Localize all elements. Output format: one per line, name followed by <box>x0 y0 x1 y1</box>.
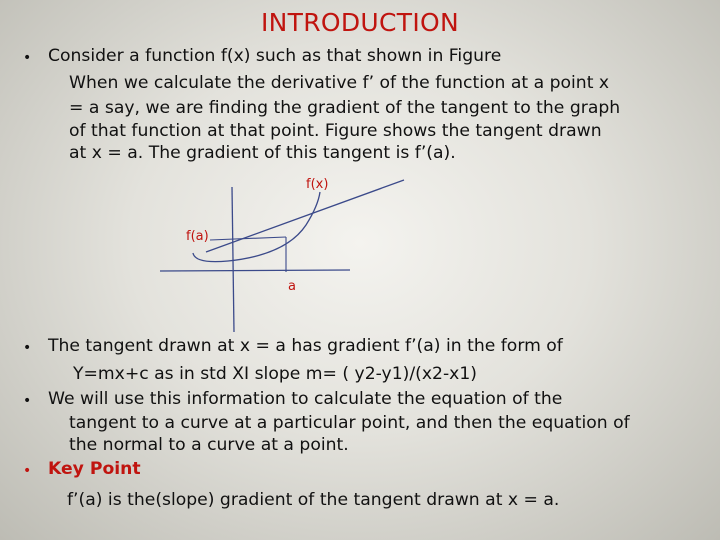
bullet-dot: • <box>23 50 32 66</box>
bullet-line: When we calculate the derivative f’ of the function at a point x <box>69 73 610 93</box>
fa-guide-line <box>210 237 286 240</box>
bullet-line: We will use this information to calculate the equation of the <box>48 389 563 409</box>
key-point-heading: Key Point <box>48 459 141 479</box>
fa-label: f(a) <box>186 229 209 244</box>
a-label: a <box>288 279 296 294</box>
bullet-line: of that function at that point. Figure shows the tangent drawn <box>69 121 602 141</box>
bullet-line: Consider a function f(x) such as that shown in Figure <box>48 46 502 66</box>
bullet-line: Y=mx+c as in std XI slope m= ( y2-y1)/(x2-x1) <box>73 364 477 384</box>
tangent-line <box>206 180 404 252</box>
bullet-dot: • <box>23 393 32 409</box>
x-axis <box>160 270 350 271</box>
slide-title: INTRODUCTION <box>260 8 460 37</box>
bullet-line: = a say, we are finding the gradient of the tangent to the graph <box>69 98 621 118</box>
bullet-line: the normal to a curve at a point. <box>69 435 349 455</box>
bullet-line: tangent to a curve at a particular point, and then the equation of <box>69 413 630 433</box>
bullet-line: f’(a) is the(slope) gradient of the tangent drawn at x = a. <box>67 490 560 510</box>
y-axis <box>232 187 234 332</box>
curve-fx <box>193 192 320 262</box>
bullet-dot: • <box>23 463 32 479</box>
bullet-line: The tangent drawn at x = a has gradient f’(a) in the form of <box>48 336 563 356</box>
fx-label: f(x) <box>306 177 329 192</box>
bullet-dot: • <box>23 340 32 356</box>
bullet-line: at x = a. The gradient of this tangent is f’(a). <box>69 143 456 163</box>
